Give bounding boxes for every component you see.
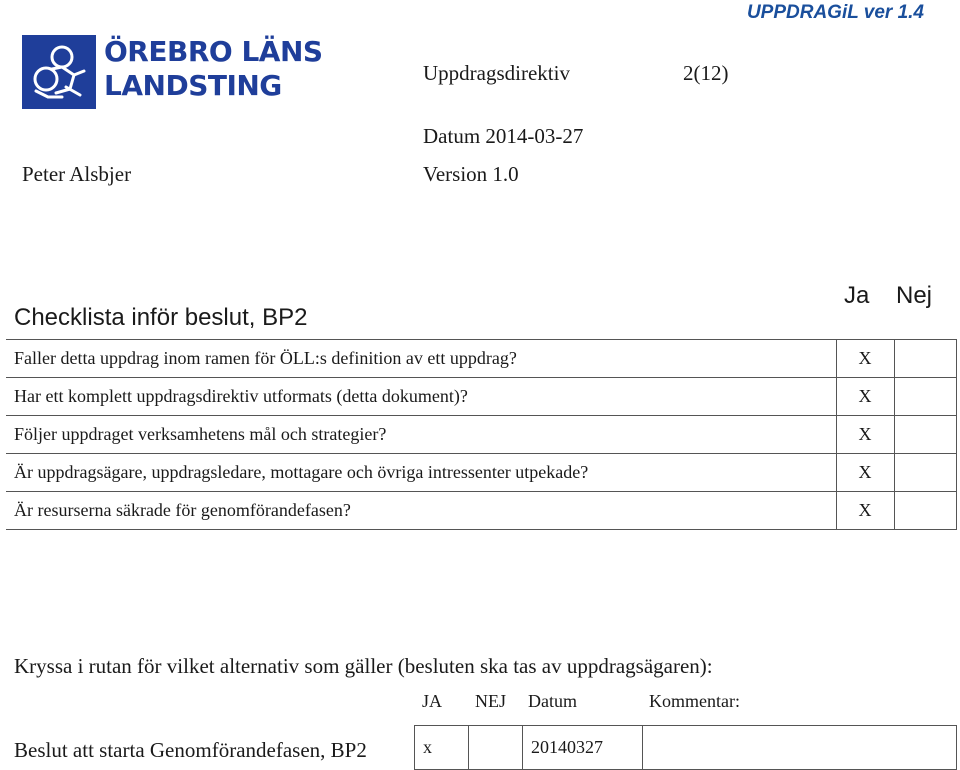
page-number: 2(12) — [683, 61, 729, 85]
logo-emblem-icon — [22, 35, 96, 109]
checklist-table — [6, 339, 957, 530]
decision-instruction: Kryssa i rutan för vilket alternativ som gäller (besluten ska tas av uppdragsägaren): — [14, 654, 713, 678]
checklist-yes-cell[interactable]: X — [836, 416, 894, 454]
decision-yes-cell[interactable]: x — [415, 726, 469, 770]
column-header-yes: Ja — [844, 282, 870, 309]
checklist-yes-cell[interactable]: X — [836, 340, 894, 378]
checklist-yes-cell[interactable]: X — [836, 454, 894, 492]
checklist-row — [6, 340, 956, 378]
decision-comment-field[interactable] — [643, 726, 957, 770]
document-date: Datum 2014-03-27 — [423, 124, 584, 148]
decision-header-yes: JA — [422, 691, 443, 711]
checklist-no-cell[interactable] — [894, 416, 956, 454]
checklist-question: Faller detta uppdrag inom ramen för ÖLL:s definition av ett uppdrag? — [6, 340, 836, 378]
decision-row — [415, 726, 957, 770]
checklist-question: Är uppdragsägare, uppdragsledare, mottagare och övriga intressenter utpekade? — [6, 454, 836, 492]
checklist-yes-cell[interactable]: X — [836, 378, 894, 416]
decision-table — [414, 725, 957, 770]
decision-header-comment: Kommentar: — [649, 691, 740, 711]
version-tag: UPPDRAGiL ver 1.4 — [746, 2, 924, 23]
checklist-question: Är resurserna säkrade för genomförandefasen? — [6, 492, 836, 530]
logo-line-2: LANDSTING — [104, 69, 282, 102]
checklist-no-cell[interactable] — [894, 454, 956, 492]
checklist-yes-cell[interactable]: X — [836, 492, 894, 530]
checklist-no-cell[interactable] — [894, 340, 956, 378]
document-type: Uppdragsdirektiv — [423, 61, 570, 85]
decision-no-cell[interactable] — [469, 726, 523, 770]
decision-header-no: NEJ — [475, 691, 506, 711]
decision-date-field[interactable]: 20140327 — [523, 726, 643, 770]
logo-line-1: ÖREBRO LÄNS — [104, 35, 323, 68]
checklist-title: Checklista inför beslut, BP2 — [14, 304, 308, 331]
decision-label: Beslut att starta Genomförandefasen, BP2 — [14, 738, 367, 762]
checklist-question: Följer uppdraget verksamhetens mål och strategier? — [6, 416, 836, 454]
checklist-row — [6, 416, 956, 454]
checklist-row — [6, 454, 956, 492]
logo-wordmark — [104, 35, 323, 103]
checklist-no-cell[interactable] — [894, 492, 956, 530]
checklist-row — [6, 378, 956, 416]
document-author: Peter Alsbjer — [22, 162, 132, 186]
checklist-row — [6, 492, 956, 530]
checklist-no-cell[interactable] — [894, 378, 956, 416]
document-version: Version 1.0 — [423, 162, 519, 186]
checklist-question: Har ett komplett uppdragsdirektiv utformats (detta dokument)? — [6, 378, 836, 416]
column-header-no: Nej — [896, 282, 933, 309]
organization-logo — [22, 35, 323, 109]
decision-header-date: Datum — [528, 691, 577, 711]
